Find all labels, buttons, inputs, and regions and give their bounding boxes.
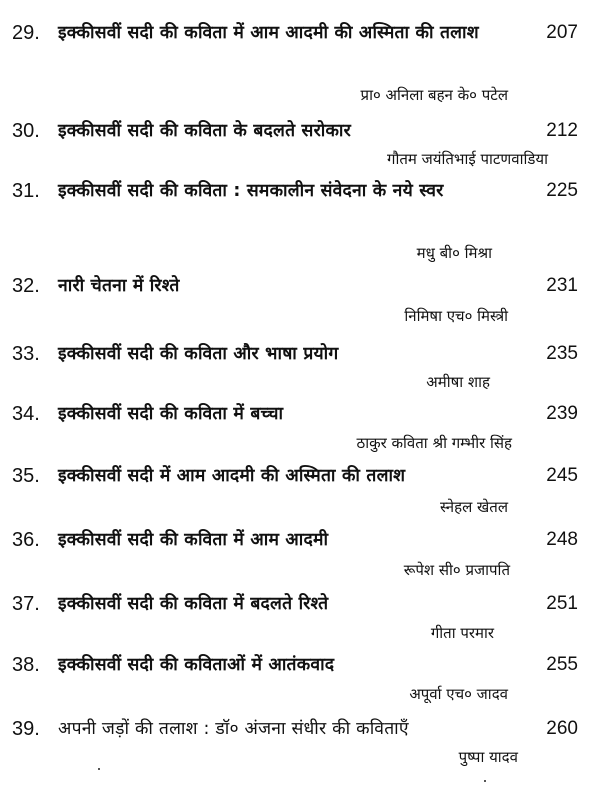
- entry-number: 39.: [12, 718, 40, 740]
- entry-title: इक्कीसवीं सदी की कविता के बदलते सरोकार: [58, 121, 352, 141]
- entry-number: 33.: [12, 343, 40, 365]
- entry-page-number: 255: [546, 654, 578, 675]
- entry-number: 35.: [12, 465, 40, 487]
- entry-author: पुष्पा यादव: [458, 748, 518, 766]
- entry-title: इक्कीसवीं सदी की कविता और भाषा प्रयोग: [58, 344, 339, 364]
- entry-number: 37.: [12, 593, 40, 615]
- entry-title: इक्कीसवीं सदी की कविता में आम आदमी की अस्मिता की तलाश: [58, 23, 479, 43]
- entry-number: 30.: [12, 120, 40, 142]
- entry-number: 31.: [12, 180, 40, 202]
- entry-author: मधु बी० मिश्रा: [416, 244, 492, 262]
- entry-title: इक्कीसवीं सदी की कविता में आम आदमी: [58, 530, 329, 550]
- entry-page-number: 212: [546, 120, 578, 141]
- entry-author: प्रा० अनिला बहन के० पटेल: [360, 86, 508, 104]
- entry-author: ठाकुर कविता श्री गम्भीर सिंह: [356, 434, 512, 452]
- print-speck: [484, 780, 486, 782]
- entry-title: इक्कीसवीं सदी की कविताओं में आतंकवाद: [58, 655, 335, 675]
- entry-page-number: 239: [546, 403, 578, 424]
- entry-page-number: 245: [546, 465, 578, 486]
- entry-page-number: 251: [546, 593, 578, 614]
- entry-page-number: 231: [546, 275, 578, 296]
- entry-number: 32.: [12, 275, 40, 297]
- entry-page-number: 260: [546, 718, 578, 739]
- entry-page-number: 248: [546, 529, 578, 550]
- entry-author: निमिषा एच० मिस्त्री: [404, 307, 508, 325]
- entry-author: अपूर्वा एच० जादव: [409, 685, 508, 703]
- entry-title: अपनी जड़ों की तलाश : डॉ० अंजना संधीर की कविताएँ: [58, 719, 409, 739]
- entry-title: नारी चेतना में रिश्ते: [58, 276, 180, 296]
- entry-author: गीता परमार: [430, 624, 494, 642]
- entry-page-number: 235: [546, 343, 578, 364]
- print-speck: [98, 768, 100, 770]
- entry-title: इक्कीसवीं सदी की कविता में बदलते रिश्ते: [58, 594, 329, 614]
- entry-author: अमीषा शाह: [426, 373, 490, 391]
- entry-page-number: 225: [546, 180, 578, 201]
- entry-author: गौतम जयंतिभाई पाटणवाडिया: [387, 150, 548, 168]
- entry-page-number: 207: [546, 22, 578, 43]
- entry-title: इक्कीसवीं सदी की कविता : समकालीन संवेदना के नये स्वर: [58, 181, 444, 201]
- entry-title: इक्कीसवीं सदी की कविता में बच्चा: [58, 404, 284, 424]
- entry-author: रूपेश सी० प्रजापति: [403, 561, 510, 579]
- entry-number: 29.: [12, 22, 40, 44]
- entry-title: इक्कीसवीं सदी में आम आदमी की अस्मिता की तलाश: [58, 466, 406, 486]
- entry-number: 36.: [12, 529, 40, 551]
- entry-number: 34.: [12, 403, 40, 425]
- entry-number: 38.: [12, 654, 40, 676]
- entry-author: स्नेहल खेतल: [440, 498, 508, 516]
